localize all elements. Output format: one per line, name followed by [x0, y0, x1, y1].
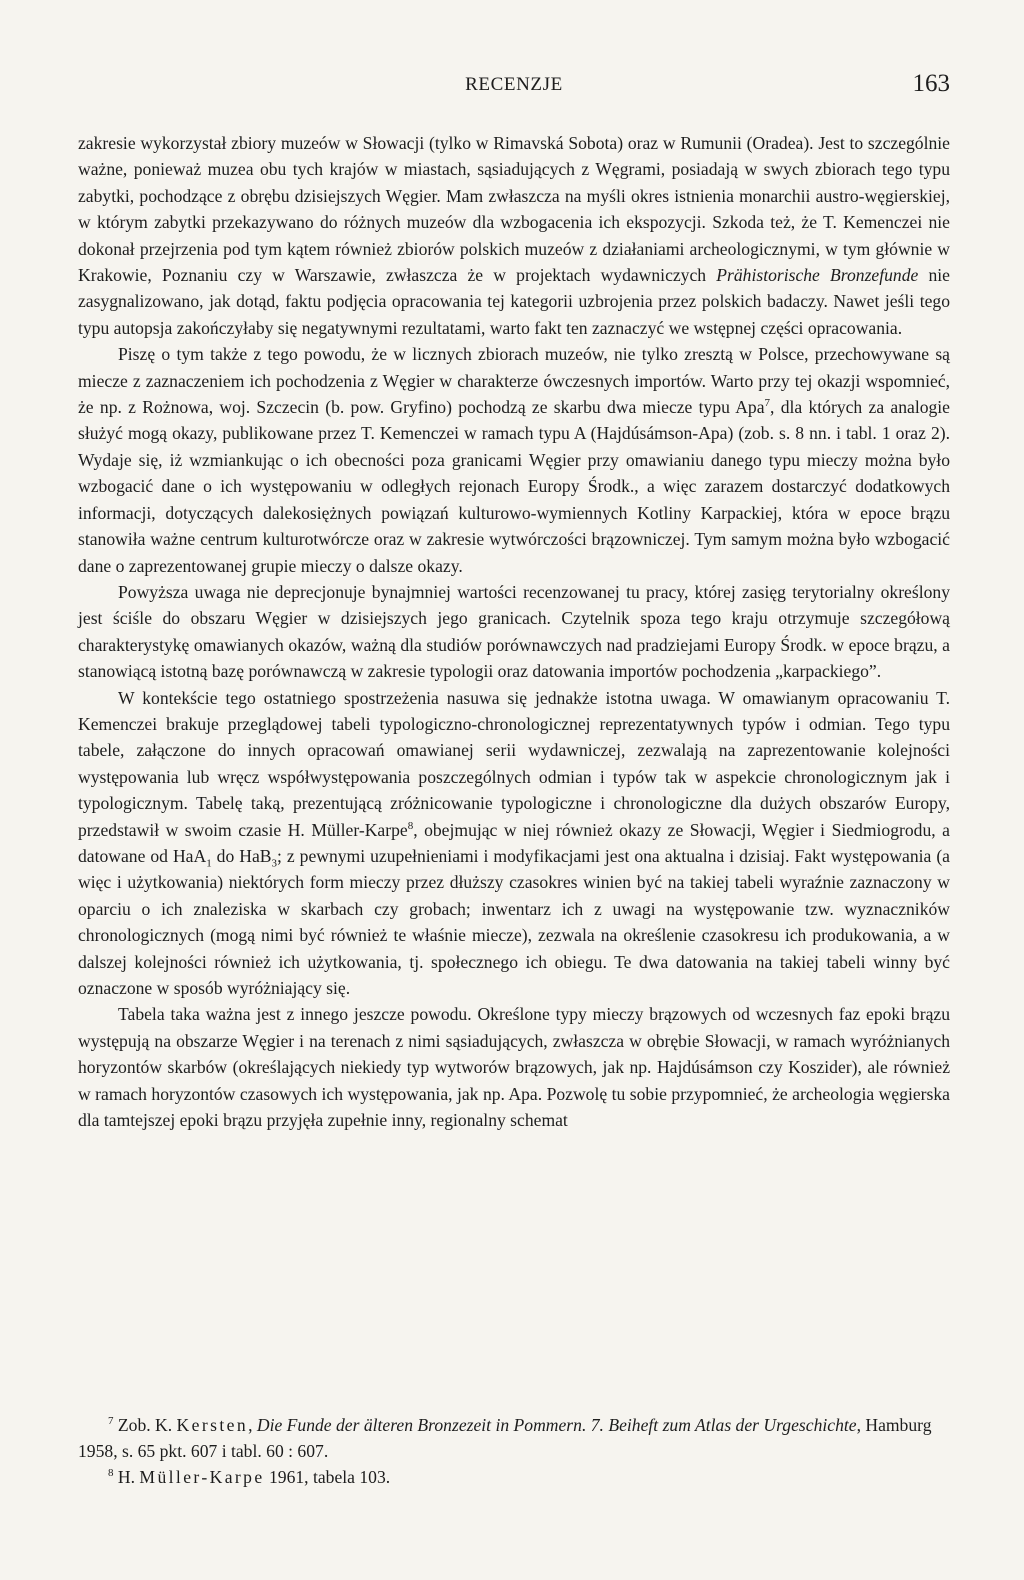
footnote-7-text-a: Zob. K.: [113, 1415, 177, 1435]
footnote-7-author: Kersten: [176, 1415, 249, 1435]
page-number: 163: [912, 70, 950, 97]
paragraph-4-text-a: W kontekście tego ostatniego spostrzeżenia nasuwa się jednakże istotna uwaga. W omawianym opracowaniu T. Kemenczei brakuje przeglądowej tabeli typologiczno-chronologicznej reprezentatywnych typów i odmian. Tego typu tabele, załączone do innych opracowań omawianej serii wydawniczej, zezwalają na zaprezentowanie kolejności występowania lub wręcz współwystępowania poszczególnych odmian i typów tak w aspekcie chronologicznym jak i typologicznym. Tabelę taką, prezentującą zróżnicowanie typologiczne i chronologiczne dla dużych obszarów Europy, przedstawił w swoim czasie H. Müller-Karpe: [78, 687, 950, 840]
footnote-7-text-b: ,: [248, 1415, 257, 1435]
paragraph-1-text-a: zakresie wykorzystał zbiory muzeów w Słowacji (tylko w Rimavská Sobota) oraz w Rumunii (Oradea). Jest to szczególnie ważne, ponieważ muzea obu tych krajów w miastach, sąsiadujących z Węgrami, posiadają w swych zbiorach tego typu zabytki, pochodzące z obrębu dzisiejszych Węgier. Mam zwłaszcza na myśli okres istnienia monarchii austro-węgierskiej, w którym zabytki przekazywano do różnych muzeów dla wzbogacenia ich ekspozycji. Szkoda też, że T. Kemenczei nie dokonał przejrzenia pod tym kątem również zbiorów polskich muzeów z działaniami archeologicznymi, w tym głównie w Krakowie, Poznaniu czy w Warszawie, zwłaszcza że w projektach wydawniczych: [78, 133, 950, 286]
footnote-8-number: 8: [108, 1467, 114, 1480]
paragraph-3: Powyższa uwaga nie deprecjonuje bynajmniej wartości recenzowanej tu pracy, której zasięg terytorialny określony jest ściśle do obszaru Węgier w dzisiejszych jego granicach. Czytelnik spoza tego kraju otrzymuje szczegółową charakterystykę omawianych okazów, ważną dla studiów porównawczych nad pradziejami Europy Środk. w epoce brązu, a stanowiącą istotną bazę porównawczą w zakresie typologii oraz datowania importów pochodzenia „karpackiego”.: [78, 581, 950, 682]
running-title: RECENZJE: [465, 74, 563, 95]
footnote-8: [78, 1464, 950, 1490]
footnote-8-text-b: 1961, tabela 103.: [264, 1467, 391, 1487]
body-text: [78, 130, 950, 1133]
paragraph-1-text-b: nie zasygnalizowano, jak dotąd, faktu podjęcia opracowania tej kategorii uzbrojenia przez polskich badaczy. Nawet jeśli tego typu autopsja zakończyłaby się negatywnymi rezultatami, warto fakt ten zaznaczyć we wstępnej części opracowania.: [78, 265, 950, 338]
footnote-7-number: 7: [108, 1415, 114, 1428]
paragraph-4-text-d: ; z pewnymi uzupełnieniami i modyfikacjami jest ona aktualna i dzisiaj. Fakt występowania (a więc i użytkowania) niektórych form mieczy przez dłuższy czasokres winien być na takiej tabeli wyraźnie zaznaczony w oparciu o ich znaleziska w skarbach czy grobach; inwentarz ich z uwagi na występowanie tzw. wyznaczników chronologicznych (mogą nimi być również te właśnie miecze), zezwala na określenie czasokresu ich produkowania, a w dalszej kolejności również ich użytkowania, tj. społecznego ich obiegu. Te dwa datowania na takiej tabeli winny być oznaczone w sposób wyróżniający się.: [78, 845, 950, 998]
page-header: [78, 70, 950, 102]
paragraph-5: Tabela taka ważna jest z innego jeszcze powodu. Określone typy mieczy brązowych od wczesnych faz epoki brązu występują na obszarze Węgier i na terenach z nimi sąsiadujących, zwłaszcza w obrębie Słowacji, w ramach wyróżnianych horyzontów skarbów (określających niekiedy typ wytworów brązowych, jak np. Hajdúsámson czy Koszider), ale również w ramach horyzontów czasowych ich występowania, jak np. Apa. Pozwolę tu sobie przypomnieć, że archeologia węgierska dla tamtejszej epoki brązu przyjęła zupełnie inny, regionalny schemat: [78, 1004, 950, 1131]
footnote-8-author: Müller-Karpe: [139, 1467, 265, 1487]
series-title: Prähistorische Bronzefunde: [716, 265, 919, 286]
footnote-7: [78, 1412, 950, 1464]
footnote-7-text-c: , Hamburg 1958, s. 65 pkt. 607 i tabl. 60 : 607.: [78, 1415, 932, 1461]
paragraph-4-text-b: , obejmując w niej również okazy ze Słowacji, Węgier i Siedmiogrodu, a datowane od HaA: [78, 819, 950, 866]
paragraph-2-text-a: Piszę o tym także z tego powodu, że w licznych zbiorach muzeów, nie tylko zresztą w Polsce, przechowywane są miecze z zaznaczeniem ich pochodzenia z Węgier w charakterze ówczesnych importów. Warto przy tej okazji wspomnieć, że np. z Rożnowa, woj. Szczecin (b. pow. Gryfino) pochodzą ze skarbu dwa miecze typu Apa: [78, 344, 950, 418]
subscript-1: 1: [206, 857, 212, 870]
subscript-3: 3: [271, 857, 277, 870]
paragraph-2-text-b: , dla których za analogie służyć mogą okazy, publikowane przez T. Kemenczei w ramach typu A (Hajdúsámson-Apa) (zob. s. 8 nn. i tabl. 1 oraz 2). Wydaje się, iż wzmiankując o ich obecności poza granicami Węgier przy omawianiu danego typu mieczy można było wzbogacić dane o ich występowaniu w odległych rejonach Europy Środk., a więc zarazem dostarczyć dodatkowych informacji, dotyczących dalekosiężnych powiązań kulturowo-wymiennych Kotliny Karpackiej, która w epoce brązu stanowiła ważne centrum kulturotwórcze oraz w zakresie wytwórczości brązowniczej. Tym samym można było wzbogacić dane o zaprezentowanej grupie mieczy o dalsze okazy.: [78, 397, 950, 576]
footnote-ref-7: 7: [764, 397, 771, 410]
paragraph-4-text-c: do HaB: [211, 845, 272, 866]
paragraph-4: [78, 685, 950, 1002]
paragraph-2: [78, 341, 950, 579]
footnotes: [78, 1412, 950, 1490]
footnote-8-text-a: H.: [113, 1467, 140, 1487]
footnote-ref-8: 8: [407, 819, 414, 832]
footnote-7-title: Die Funde der älteren Bronzezeit in Pommern. 7. Beiheft zum Atlas der Urgeschichte: [256, 1415, 857, 1435]
paragraph-1: [78, 130, 950, 341]
